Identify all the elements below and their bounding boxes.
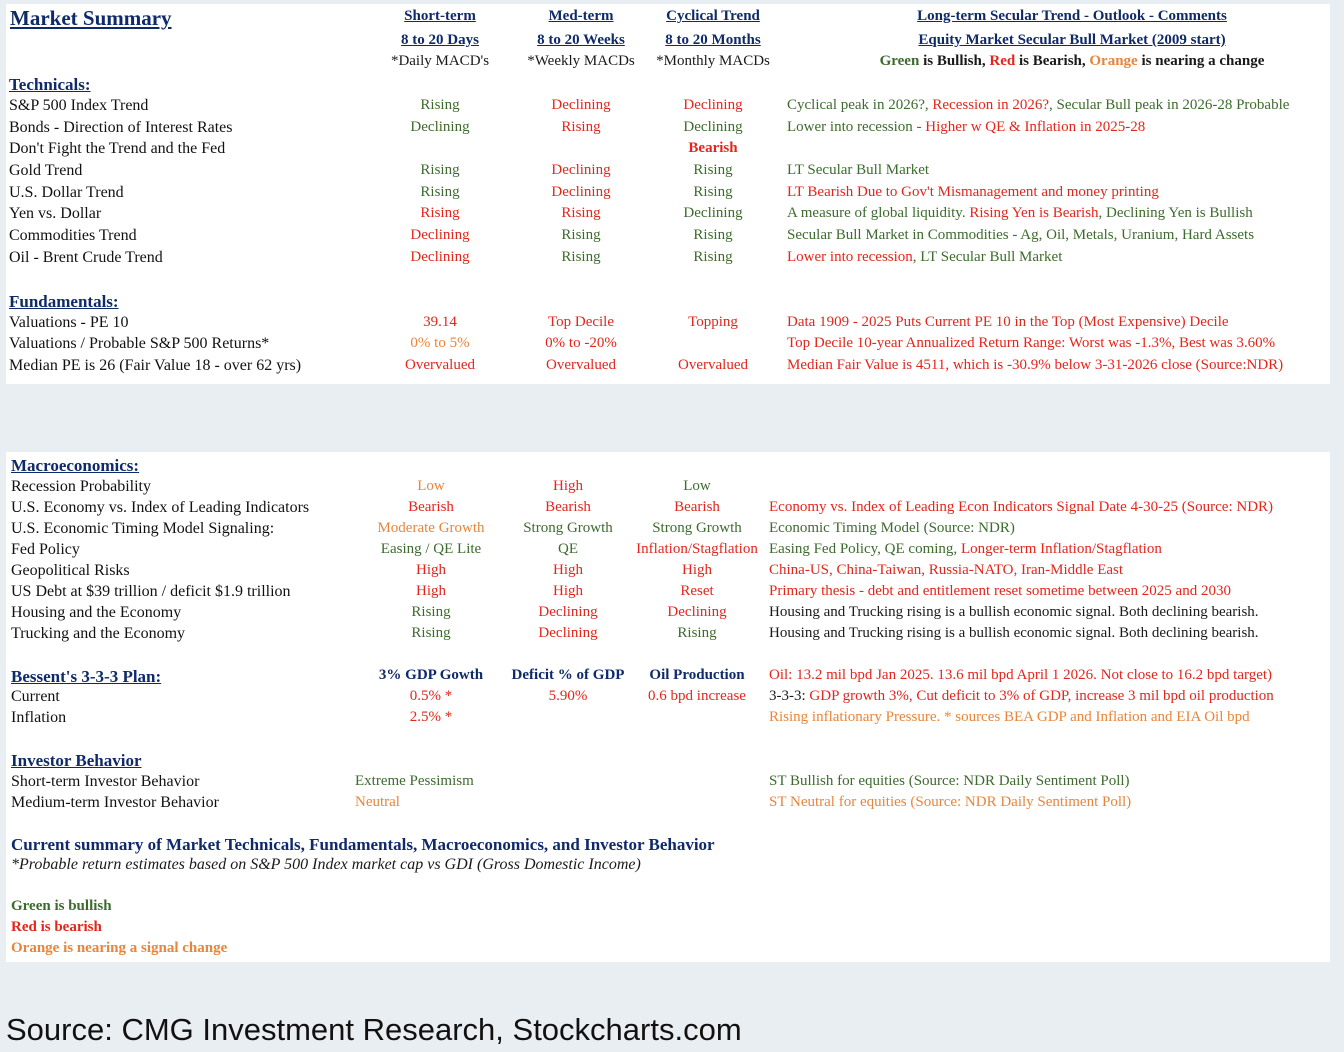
col-short-term-range: 8 to 20 Days [401, 32, 479, 48]
row-comment: Median Fair Value is 4511, which is -30.9% below 3-31-2026 close (Source:NDR) [787, 357, 1284, 373]
bessent-oil-comment: Oil: 13.2 mil bpd Jan 2025. 13.6 mil bpd April 1 2026. Not close to 16.2 bpd target) [769, 667, 1273, 683]
row-comment: Rising inflationary Pressure. * sources BEA GDP and Inflation and EIA Oil bpd [769, 709, 1250, 725]
cell-med-term: Declining [551, 97, 611, 113]
cell-med-term: Rising [561, 227, 601, 243]
summary-title: Current summary of Market Technicals, Fundamentals, Macroeconomics, and Investor Behavior [11, 835, 715, 854]
color-legend: Green is Bullish, Red is Bearish, Orange is nearing a change [879, 53, 1265, 69]
market-summary-panel [6, 4, 1330, 384]
row-comment: ST Neutral for equities (Source: NDR Daily Sentiment Poll) [769, 794, 1132, 810]
cell-cyclical: Rising [693, 249, 733, 265]
row-comment: LT Bearish Due to Gov't Mismanagement and money printing [787, 184, 1159, 200]
cell-cyclical: Declining [683, 119, 743, 135]
source-caption: Source: CMG Investment Research, Stockcharts.com [6, 1012, 742, 1047]
legend-green: Green is bullish [11, 898, 112, 914]
row-comment: 3-3-3: GDP growth 3%, Cut deficit to 3% of GDP, increase 3 mil bpd oil production [769, 688, 1274, 704]
cell-med-term: Rising [561, 205, 601, 221]
cell-med-term: Overvalued [546, 357, 616, 373]
row-label: Valuations - PE 10 [9, 314, 129, 331]
cell-med-term: Top Decile [547, 314, 615, 330]
fundamentals-heading: Fundamentals: [9, 292, 119, 311]
cell-cyclical: Declining [683, 97, 743, 113]
row-label: Recession Probability [11, 478, 151, 495]
cell-short-term: 39.14 [423, 314, 457, 330]
cell-sentiment: Extreme Pessimism [355, 773, 474, 789]
cell-med-term: Bearish [545, 499, 591, 515]
cell-gdp: 2.5% * [409, 709, 453, 725]
cell-short-term: 0% to 5% [410, 335, 470, 351]
cell-cyclical: Topping [688, 314, 738, 330]
cell-cyclical: Strong Growth [652, 520, 742, 536]
cell-med-term: QE [558, 541, 578, 557]
cell-short-term: Declining [410, 227, 470, 243]
bessent-col-deficit: Deficit % of GDP [511, 667, 625, 683]
cell-cyclical: Reset [680, 583, 714, 599]
row-label: Yen vs. Dollar [9, 205, 102, 222]
row-comment: Easing Fed Policy, QE coming, Longer-term Inflation/Stagflation [769, 541, 1162, 557]
cell-cyclical: Low [683, 478, 711, 494]
col-cyclical-title: Cyclical Trend [666, 8, 760, 24]
cell-cyclical: Overvalued [678, 357, 748, 373]
row-label: Oil - Brent Crude Trend [9, 249, 163, 266]
row-comment: Economy vs. Index of Leading Econ Indicators Signal Date 4-30-25 (Source: NDR) [769, 499, 1274, 515]
cell-short-term: High [416, 583, 446, 599]
page-title: Market Summary [10, 6, 172, 30]
row-comment: Economic Timing Model (Source: NDR) [769, 520, 1015, 536]
cell-short-term: Rising [411, 625, 451, 641]
cell-cyclical: Rising [677, 625, 717, 641]
cell-short-term: Rising [420, 97, 460, 113]
cell-short-term: Rising [420, 205, 460, 221]
cell-short-term: Easing / QE Lite [380, 541, 482, 557]
row-label: Medium-term Investor Behavior [11, 794, 219, 811]
col-med-term-range: 8 to 20 Weeks [537, 32, 625, 48]
cell-med-term: High [553, 478, 583, 494]
investor-heading: Investor Behavior [11, 751, 142, 770]
row-label: U.S. Dollar Trend [9, 184, 124, 201]
technicals-heading: Technicals: [9, 75, 91, 94]
row-label: Trucking and the Economy [11, 625, 186, 642]
col-secular-title: Long-term Secular Trend - Outlook - Comments [917, 8, 1227, 24]
row-comment: ST Bullish for equities (Source: NDR Daily Sentiment Poll) [769, 773, 1130, 789]
col-med-term-note: *Weekly MACDs [527, 53, 635, 69]
row-label: Short-term Investor Behavior [11, 773, 200, 790]
cell-med-term: Declining [551, 184, 611, 200]
row-label: Commodities Trend [9, 227, 137, 244]
cell-cyclical: Declining [683, 205, 743, 221]
row-label: Current [11, 688, 60, 705]
row-comment: A measure of global liquidity. Rising Yen is Bearish, Declining Yen is Bullish [787, 205, 1253, 221]
summary-note: *Probable return estimates based on S&P 500 Index market cap vs GDI (Gross Domestic Income) [11, 856, 641, 873]
macroeconomics-heading: Macroeconomics: [11, 456, 140, 475]
cell-gdp: 0.5% * [409, 688, 453, 704]
bessent-col-gdp: 3% GDP Gowth [378, 667, 484, 683]
col-short-term-note: *Daily MACD's [390, 53, 490, 69]
cell-short-term: Bearish [408, 499, 454, 515]
row-label: Geopolitical Risks [11, 562, 130, 579]
cell-med-term: High [553, 562, 583, 578]
col-cyclical-note: *Monthly MACDs [656, 53, 770, 69]
cell-cyclical: Inflation/Stagflation [636, 541, 758, 557]
col-med-term-title: Med-term [548, 8, 614, 24]
row-label: Valuations / Probable S&P 500 Returns* [9, 335, 270, 352]
row-label: US Debt at $39 trillion / deficit $1.9 trillion [11, 583, 291, 600]
row-comment: Lower into recession - Higher w QE & Inflation in 2025-28 [787, 119, 1146, 135]
cell-med-term: Declining [551, 162, 611, 178]
row-label: S&P 500 Index Trend [9, 97, 149, 114]
cell-med-term: High [553, 583, 583, 599]
cell-cyclical: Bearish [688, 140, 738, 156]
row-comment: Top Decile 10-year Annualized Return Range: Worst was -1.3%, Best was 3.60% [787, 335, 1276, 351]
legend-orange: Orange is nearing a signal change [11, 940, 228, 956]
cell-short-term: Moderate Growth [377, 520, 485, 536]
cell-short-term: Rising [411, 604, 451, 620]
row-label: Inflation [11, 709, 67, 726]
row-label: Housing and the Economy [11, 604, 182, 621]
bessent-col-oil: Oil Production [649, 667, 745, 683]
row-label: Don't Fight the Trend and the Fed [9, 140, 226, 157]
row-comment: Primary thesis - debt and entitlement reset sometime between 2025 and 2030 [769, 583, 1231, 599]
cell-med-term: Declining [538, 625, 598, 641]
row-label: Median PE is 26 (Fair Value 18 - over 62 yrs) [9, 357, 302, 374]
cell-med-term: Rising [561, 249, 601, 265]
row-comment: Secular Bull Market in Commodities - Ag, Oil, Metals, Uranium, Hard Assets [787, 227, 1255, 243]
cell-cyclical: Bearish [674, 499, 720, 515]
row-label: Fed Policy [11, 541, 80, 558]
row-comment: China-US, China-Taiwan, Russia-NATO, Iran-Middle East [769, 562, 1124, 578]
cell-cyclical: Declining [667, 604, 727, 620]
row-label: Bonds - Direction of Interest Rates [9, 119, 233, 136]
cell-cyclical: Rising [693, 162, 733, 178]
row-comment: Lower into recession, LT Secular Bull Market [787, 249, 1063, 265]
row-comment: Cyclical peak in 2026?, Recession in 2026?, Secular Bull peak in 2026-28 Probable [787, 97, 1290, 113]
cell-short-term: Low [417, 478, 445, 494]
cell-cyclical: High [682, 562, 712, 578]
cell-short-term: Rising [420, 184, 460, 200]
col-secular-sub: Equity Market Secular Bull Market (2009 start) [918, 32, 1226, 48]
col-cyclical-range: 8 to 20 Months [665, 32, 761, 48]
bessent-heading: Bessent's 3-3-3 Plan: [11, 667, 162, 686]
row-comment: Housing and Trucking rising is a bullish economic signal. Both declining bearish. [769, 625, 1259, 641]
cell-short-term: Declining [410, 119, 470, 135]
row-label: U.S. Economic Timing Model Signaling: [11, 520, 275, 537]
cell-sentiment: Neutral [355, 794, 400, 810]
cell-med-term: Declining [538, 604, 598, 620]
cell-cyclical: Rising [693, 184, 733, 200]
cell-med-term: Rising [561, 119, 601, 135]
cell-med-term: 0% to -20% [545, 335, 617, 351]
cell-short-term: High [416, 562, 446, 578]
col-short-term-title: Short-term [404, 8, 476, 24]
row-comment: Housing and Trucking rising is a bullish economic signal. Both declining bearish. [769, 604, 1259, 620]
macro-panel [6, 452, 1330, 962]
cell-cyclical: Rising [693, 227, 733, 243]
cell-short-term: Declining [410, 249, 470, 265]
cell-short-term: Overvalued [405, 357, 475, 373]
legend-red: Red is bearish [11, 919, 102, 935]
cell-deficit: 5.90% [548, 688, 588, 704]
cell-med-term: Strong Growth [523, 520, 613, 536]
row-label: U.S. Economy vs. Index of Leading Indicators [11, 499, 310, 516]
row-label: Gold Trend [9, 162, 83, 179]
row-comment: Data 1909 - 2025 Puts Current PE 10 in the Top (Most Expensive) Decile [787, 314, 1229, 330]
row-comment: LT Secular Bull Market [787, 162, 930, 178]
cell-short-term: Rising [420, 162, 460, 178]
cell-oil: 0.6 bpd increase [648, 688, 746, 704]
